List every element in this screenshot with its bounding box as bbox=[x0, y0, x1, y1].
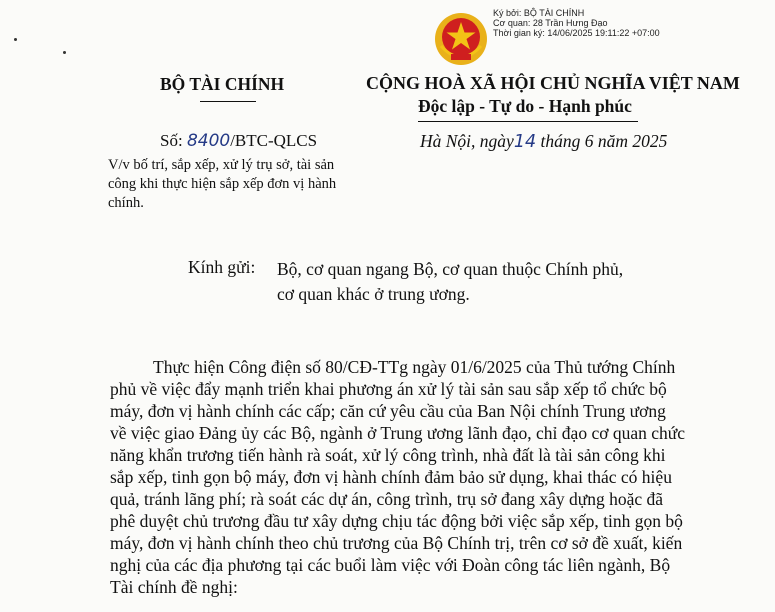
place-date-prefix: Hà Nội, ngày bbox=[420, 131, 514, 151]
motto-underline bbox=[418, 121, 638, 122]
recipients-list bbox=[277, 257, 623, 307]
national-motto: Độc lập - Tự do - Hạnh phúc bbox=[418, 96, 632, 116]
document-number bbox=[160, 131, 317, 151]
body-line: máy, đơn vị hành chính các cấp; căn cứ yêu cầu của Ban Nội chính Trung ương bbox=[110, 401, 666, 421]
scan-speck bbox=[63, 51, 66, 54]
body-line: Thực hiện Công điện số 80/CĐ-TTg ngày 01/6/2025 của Thủ tướng Chính bbox=[153, 357, 676, 377]
body-line: phủ về việc đẩy mạnh triển khai phương án xử lý tài sản sau sắp xếp tổ chức bộ bbox=[110, 379, 667, 399]
recipients-line: Bộ, cơ quan ngang Bộ, cơ quan thuộc Chính phủ, bbox=[277, 259, 624, 279]
place-date-day: 14 bbox=[513, 132, 537, 152]
document-subject: V/v bố trí, sắp xếp, xử lý trụ sở, tài sản công khi thực hiện sắp xếp đơn vị hành chính. bbox=[108, 157, 337, 211]
document-number-prefix: Số: bbox=[160, 131, 187, 150]
place-date-suffix: tháng 6 năm 2025 bbox=[536, 131, 668, 151]
document-body bbox=[110, 356, 770, 598]
body-line: máy, đơn vị hành chính theo chủ trương của Bộ Chính trị, trên cơ sở đề xuất, kiến bbox=[110, 533, 683, 553]
signature-time: Thời gian ký: 14/06/2025 19:11:22 +07:00 bbox=[493, 28, 660, 38]
document-number-suffix: /BTC-QLCS bbox=[230, 131, 318, 150]
national-emblem-icon bbox=[433, 10, 489, 68]
signature-agency: Cơ quan: 28 Trần Hưng Đạo bbox=[493, 18, 608, 28]
recipients-label: Kính gửi: bbox=[188, 257, 256, 277]
digital-signature-info bbox=[493, 8, 660, 38]
recipients-line: cơ quan khác ở trung ương. bbox=[277, 284, 470, 304]
national-title: CỘNG HOÀ XÃ HỘI CHỦ NGHĨA VIỆT NAM bbox=[366, 73, 740, 93]
body-line: quả, tránh lãng phí; rà soát các dự án, công trình, trụ sở đang xây dựng hoặc đã bbox=[110, 489, 664, 509]
body-line: nghị của các địa phương tại các buổi làm việc với Đoàn công tác liên ngành, Bộ bbox=[110, 555, 671, 575]
body-line: năng khẩn trương tiến hành rà soát, xử lý công trình, nhà đất là tài sản công khi bbox=[110, 445, 666, 465]
signature-signer: Ký bởi: BỘ TÀI CHÍNH bbox=[493, 8, 585, 18]
body-line: phê duyệt chủ trương đầu tư xây dựng chịu tác động bởi việc sắp xếp, tinh gọn bộ bbox=[110, 511, 683, 531]
document-number-handwritten: 8400 bbox=[186, 131, 231, 151]
ministry-underline bbox=[200, 101, 256, 102]
issuing-ministry: BỘ TÀI CHÍNH bbox=[160, 74, 285, 94]
body-line: sắp xếp, tinh gọn bộ máy, đơn vị hành chính đảm bảo sử dụng, khai thác có hiệu bbox=[110, 467, 672, 487]
place-date bbox=[420, 131, 667, 152]
scan-speck bbox=[14, 38, 17, 41]
body-line: về việc giao Đảng ủy các Bộ, ngành ở Trung ương lãnh đạo, chỉ đạo cơ quan chức bbox=[110, 423, 685, 443]
body-line: Tài chính đề nghị: bbox=[110, 577, 238, 597]
